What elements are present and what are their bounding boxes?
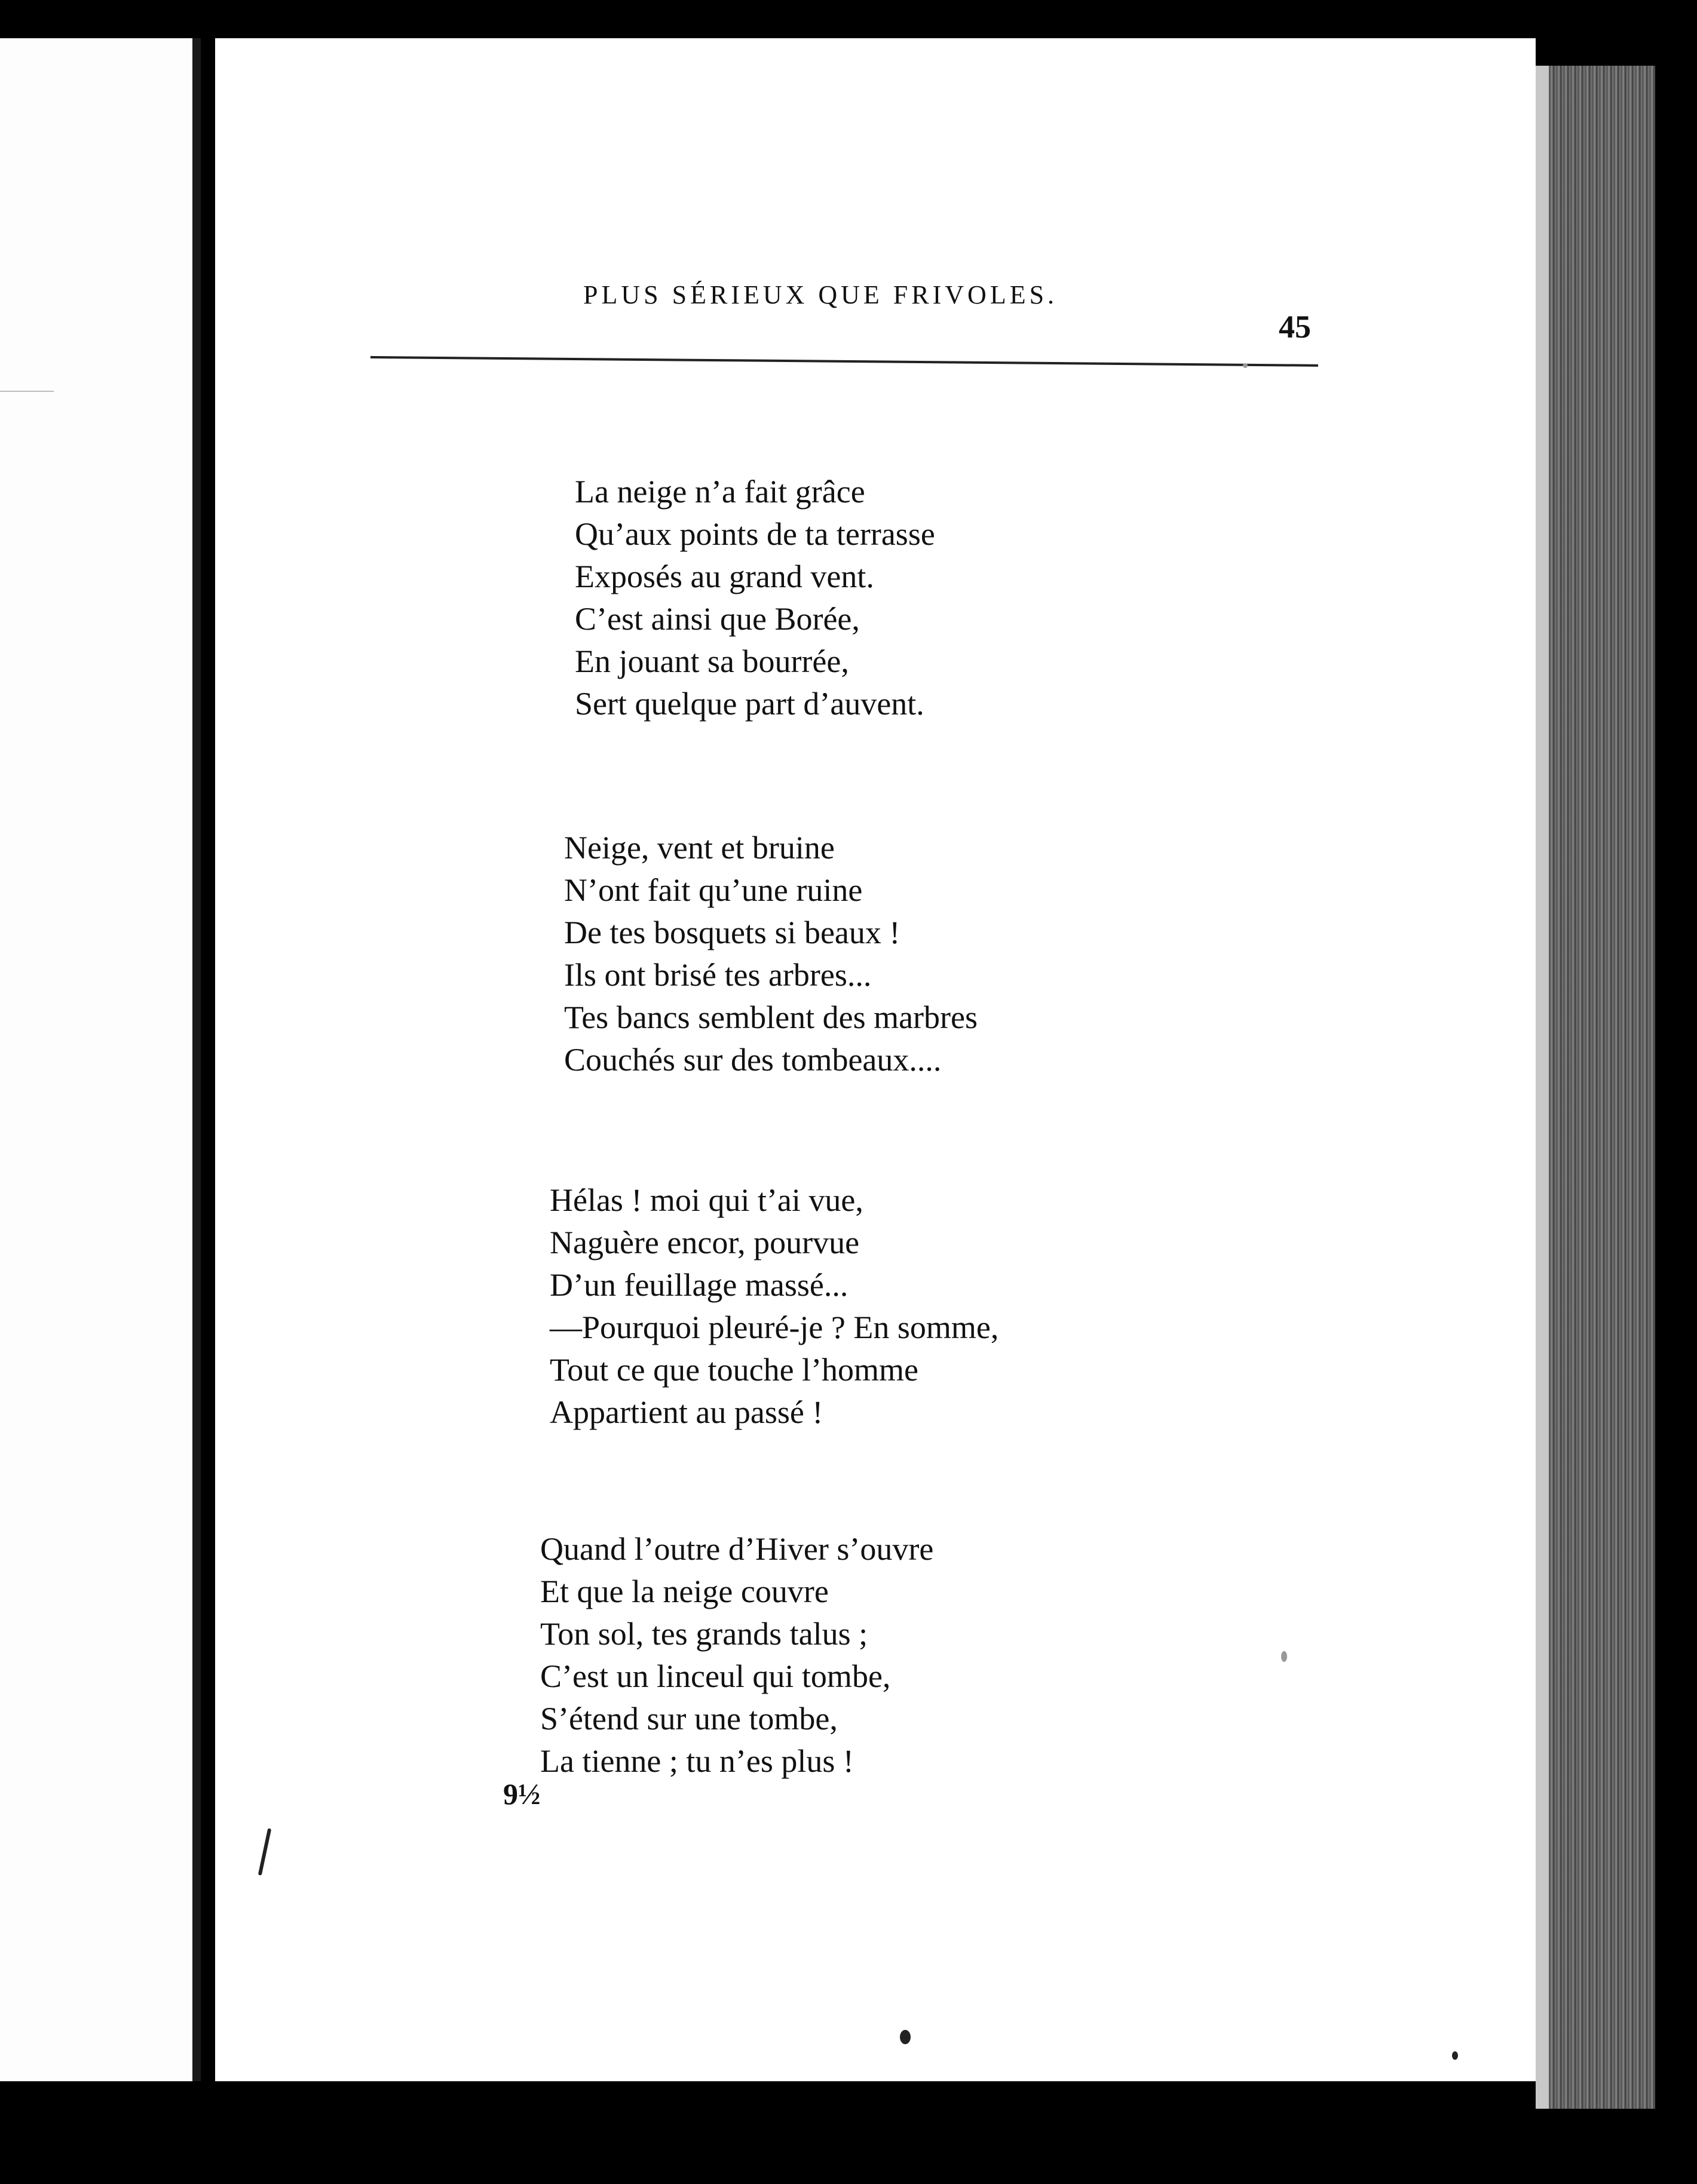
verse-line: De tes bosquets si beaux ! xyxy=(564,915,900,950)
verse-line: N’ont fait qu’une ruine xyxy=(564,872,863,908)
gutter xyxy=(192,38,201,2081)
ink-speck xyxy=(1452,2051,1458,2060)
verse-line: C’est ainsi que Borée, xyxy=(575,601,860,637)
running-head: PLUS SÉRIEUX QUE FRIVOLES. xyxy=(583,280,1058,309)
page-edges xyxy=(1536,66,1655,2109)
verse-line: Appartient au passé ! xyxy=(550,1394,823,1430)
verse-line: Neige, vent et bruine xyxy=(564,830,835,866)
verse-line: Tes bancs semblent des marbres xyxy=(564,999,978,1035)
ink-speck xyxy=(1243,363,1248,368)
verse-line: Et que la neige couvre xyxy=(540,1573,829,1609)
verse-line: Qu’aux points de ta terrasse xyxy=(575,516,935,552)
verse-line: —Pourquoi pleuré-je ? En somme, xyxy=(550,1309,999,1345)
verse-line: La tienne ; tu n’es plus ! xyxy=(540,1743,854,1779)
stanza-2 xyxy=(564,827,978,1081)
verse-line: Naguère encor, pourvue xyxy=(550,1225,860,1260)
stanza-4 xyxy=(540,1528,933,1783)
facing-page-rule xyxy=(0,391,54,392)
page-number: 45 xyxy=(1279,309,1311,345)
ink-speck xyxy=(1281,1651,1287,1662)
signature-mark: 9½ xyxy=(503,1777,541,1811)
verse-line: Tout ce que touche l’homme xyxy=(550,1352,919,1388)
verse-line: S’étend sur une tombe, xyxy=(540,1701,838,1737)
verse-line: La neige n’a fait grâce xyxy=(575,474,865,510)
stanza-3 xyxy=(550,1179,998,1434)
verse-line: Exposés au grand vent. xyxy=(575,559,874,594)
verse-line: Ils ont brisé tes arbres... xyxy=(564,957,872,993)
ink-speck xyxy=(900,2030,911,2044)
verse-line: D’un feuillage massé... xyxy=(550,1267,848,1303)
stanza-1 xyxy=(575,471,935,725)
verse-line: Sert quelque part d’auvent. xyxy=(575,686,924,722)
verse-line: Ton sol, tes grands talus ; xyxy=(540,1616,868,1652)
verse-line: C’est un linceul qui tombe, xyxy=(540,1658,891,1694)
verse-line: Quand l’outre d’Hiver s’ouvre xyxy=(540,1531,934,1567)
page-edge-highlight xyxy=(1536,66,1549,2109)
verse-line: Couchés sur des tombeaux.... xyxy=(564,1042,942,1078)
facing-page xyxy=(0,38,192,2081)
verse-line: En jouant sa bourrée, xyxy=(575,643,849,679)
verse-line: Hélas ! moi qui t’ai vue, xyxy=(550,1182,863,1218)
